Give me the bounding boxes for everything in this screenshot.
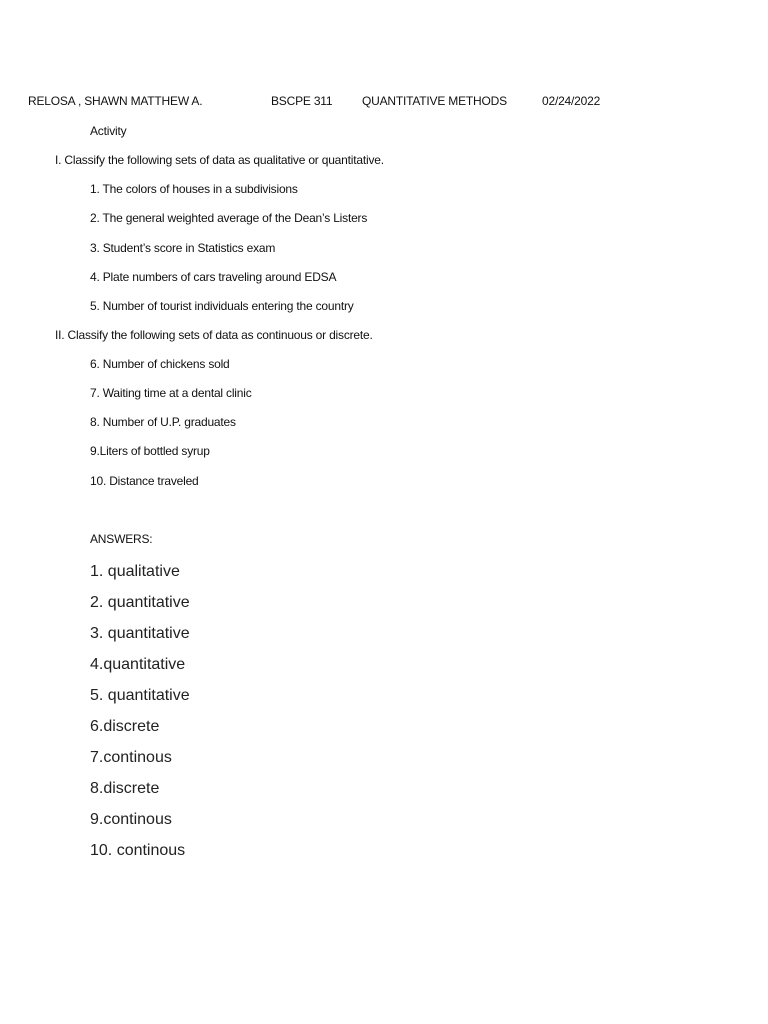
answer-item: 1. qualitative bbox=[90, 563, 180, 580]
date: 02/24/2022 bbox=[542, 94, 601, 108]
answer-item: 6.discrete bbox=[90, 718, 160, 735]
question-item: 1. The colors of houses in a subdivisions bbox=[90, 182, 298, 196]
section2-heading: II. Classify the following sets of data as continuous or discrete. bbox=[55, 328, 373, 342]
answer-item: 10. continous bbox=[90, 842, 186, 859]
student-name: RELOSA , SHAWN MATTHEW A. bbox=[28, 94, 203, 108]
question-item: 7. Waiting time at a dental clinic bbox=[90, 386, 252, 400]
question-item: 4. Plate numbers of cars traveling around EDSA bbox=[90, 270, 337, 284]
answer-item: 2. quantitative bbox=[90, 594, 190, 611]
answers-label: ANSWERS: bbox=[90, 532, 153, 546]
question-item: 10. Distance traveled bbox=[90, 474, 199, 488]
answer-item: 5. quantitative bbox=[90, 687, 190, 704]
question-item: 8. Number of U.P. graduates bbox=[90, 415, 236, 429]
question-item: 6. Number of chickens sold bbox=[90, 357, 230, 371]
question-item: 3. Student’s score in Statistics exam bbox=[90, 241, 276, 255]
section1-heading: I. Classify the following sets of data as qualitative or quantitative. bbox=[55, 153, 384, 167]
question-item: 5. Number of tourist individuals entering the country bbox=[90, 299, 354, 313]
course-code: BSCPE 311 bbox=[271, 94, 333, 108]
answer-item: 9.continous bbox=[90, 811, 172, 828]
answer-item: 3. quantitative bbox=[90, 625, 190, 642]
answer-item: 8.discrete bbox=[90, 780, 160, 797]
answer-item: 7.continous bbox=[90, 749, 172, 766]
activity-label: Activity bbox=[90, 124, 127, 138]
subject-title: QUANTITATIVE METHODS bbox=[362, 94, 507, 108]
question-item: 9.Liters of bottled syrup bbox=[90, 444, 210, 458]
question-item: 2. The general weighted average of the Dean’s Listers bbox=[90, 211, 368, 225]
answer-item: 4.quantitative bbox=[90, 656, 186, 673]
